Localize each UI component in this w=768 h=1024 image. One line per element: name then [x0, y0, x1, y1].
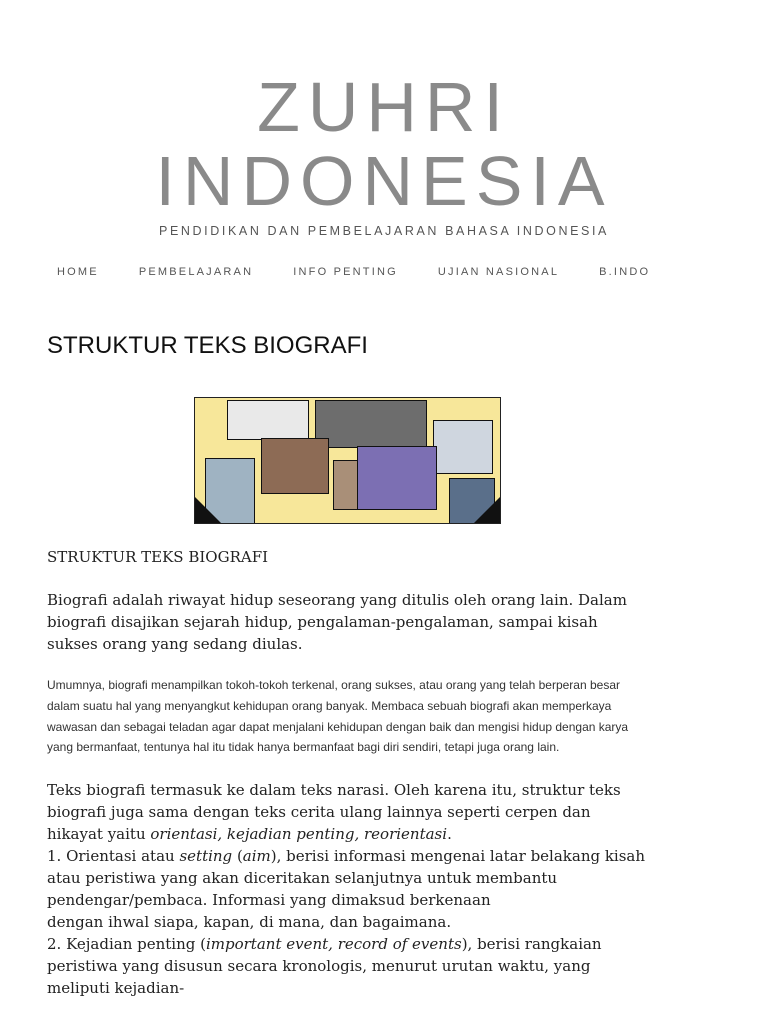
- site-header: [0, 0, 768, 238]
- site-tagline: PENDIDIKAN DAN PEMBELAJARAN BAHASA INDONESIA: [159, 224, 609, 238]
- text-span: .: [447, 825, 452, 844]
- text-emphasis: important event, record of events: [205, 935, 462, 954]
- nav-item-home[interactable]: HOME: [57, 266, 99, 278]
- post-title: STRUKTUR TEKS BIOGRAFI: [47, 332, 368, 359]
- collage-photo-lab: [227, 400, 309, 440]
- site-title[interactable]: [0, 70, 768, 218]
- text-emphasis: aim: [242, 847, 271, 866]
- nav-item-info-penting[interactable]: INFO PENTING: [293, 266, 398, 278]
- main-nav: [57, 266, 690, 278]
- text-span: dengan ihwal siapa, kapan, di mana, dan bagaimana.: [47, 913, 452, 932]
- collage-photo-batik: [357, 446, 437, 510]
- text-span: ), berisi rangkaian peristiwa yang disusun secara kronologis, menurut urutan waktu, yang meliputi kejadian-: [47, 935, 602, 998]
- text-span: ), berisi informasi mengenai latar belakang kisah atau peristiwa yang akan diceritakan selanjutnya untuk membantu pendengar/pembaca. Informasi yang dimaksud berkenaan: [47, 847, 646, 910]
- nav-item-bindo[interactable]: B.INDO: [599, 266, 651, 278]
- text-emphasis: setting: [179, 847, 233, 866]
- collage-corner: [474, 497, 500, 523]
- text-span: 1. Orientasi atau: [47, 847, 180, 866]
- site-title-line1[interactable]: ZUHRI: [257, 68, 511, 146]
- post-subheading: STRUKTUR TEKS BIOGRAFI: [47, 548, 269, 566]
- text-span: Teks biografi termasuk ke dalam teks narasi. Oleh karena itu, struktur teks biografi juga sama dengan teks cerita ulang lainnya seperti cerpen dan hikayat yaitu: [47, 781, 621, 844]
- text-span: 2. Kejadian penting (: [47, 935, 206, 954]
- collage-photo-man-glasses: [433, 420, 493, 474]
- text-emphasis: orientasi, kejadian penting, reorientasi: [150, 825, 448, 844]
- site-title-line2[interactable]: INDONESIA: [155, 142, 613, 220]
- collage-photo-habibie: [261, 438, 329, 494]
- collage-corner: [195, 497, 221, 523]
- post-content: [47, 546, 647, 999]
- biography-collage-image: [194, 397, 501, 524]
- post-paragraph-1: Biografi adalah riwayat hidup seseorang yang ditulis oleh orang lain. Dalam biografi disajikan sejarah hidup, pengalaman-pengalaman, sampai kisah sukses orang yang sedang diulas.: [47, 591, 627, 653]
- nav-item-pembelajaran[interactable]: PEMBELAJARAN: [138, 266, 254, 278]
- collage-photo-machine: [315, 400, 427, 448]
- nav-item-ujian-nasional[interactable]: UJIAN NASIONAL: [437, 266, 560, 278]
- post-paragraph-3: [47, 779, 647, 999]
- post-paragraph-2: Umumnya, biografi menampilkan tokoh-tokoh terkenal, orang sukses, atau orang yang telah berperan besar dalam suatu hal yang menyangkut kehidupan orang banyak. Membaca sebuah biografi akan memperkaya wawasan dan sebagai teladan agar dapat menjalani kehidupan dengan baik dan mengisi hidup dengan karya yang bermanfaat, tentunya hal itu tidak hanya bermanfaat bagi diri sendiri, tetapi juga orang lain.: [47, 678, 629, 755]
- text-span: (: [232, 847, 243, 866]
